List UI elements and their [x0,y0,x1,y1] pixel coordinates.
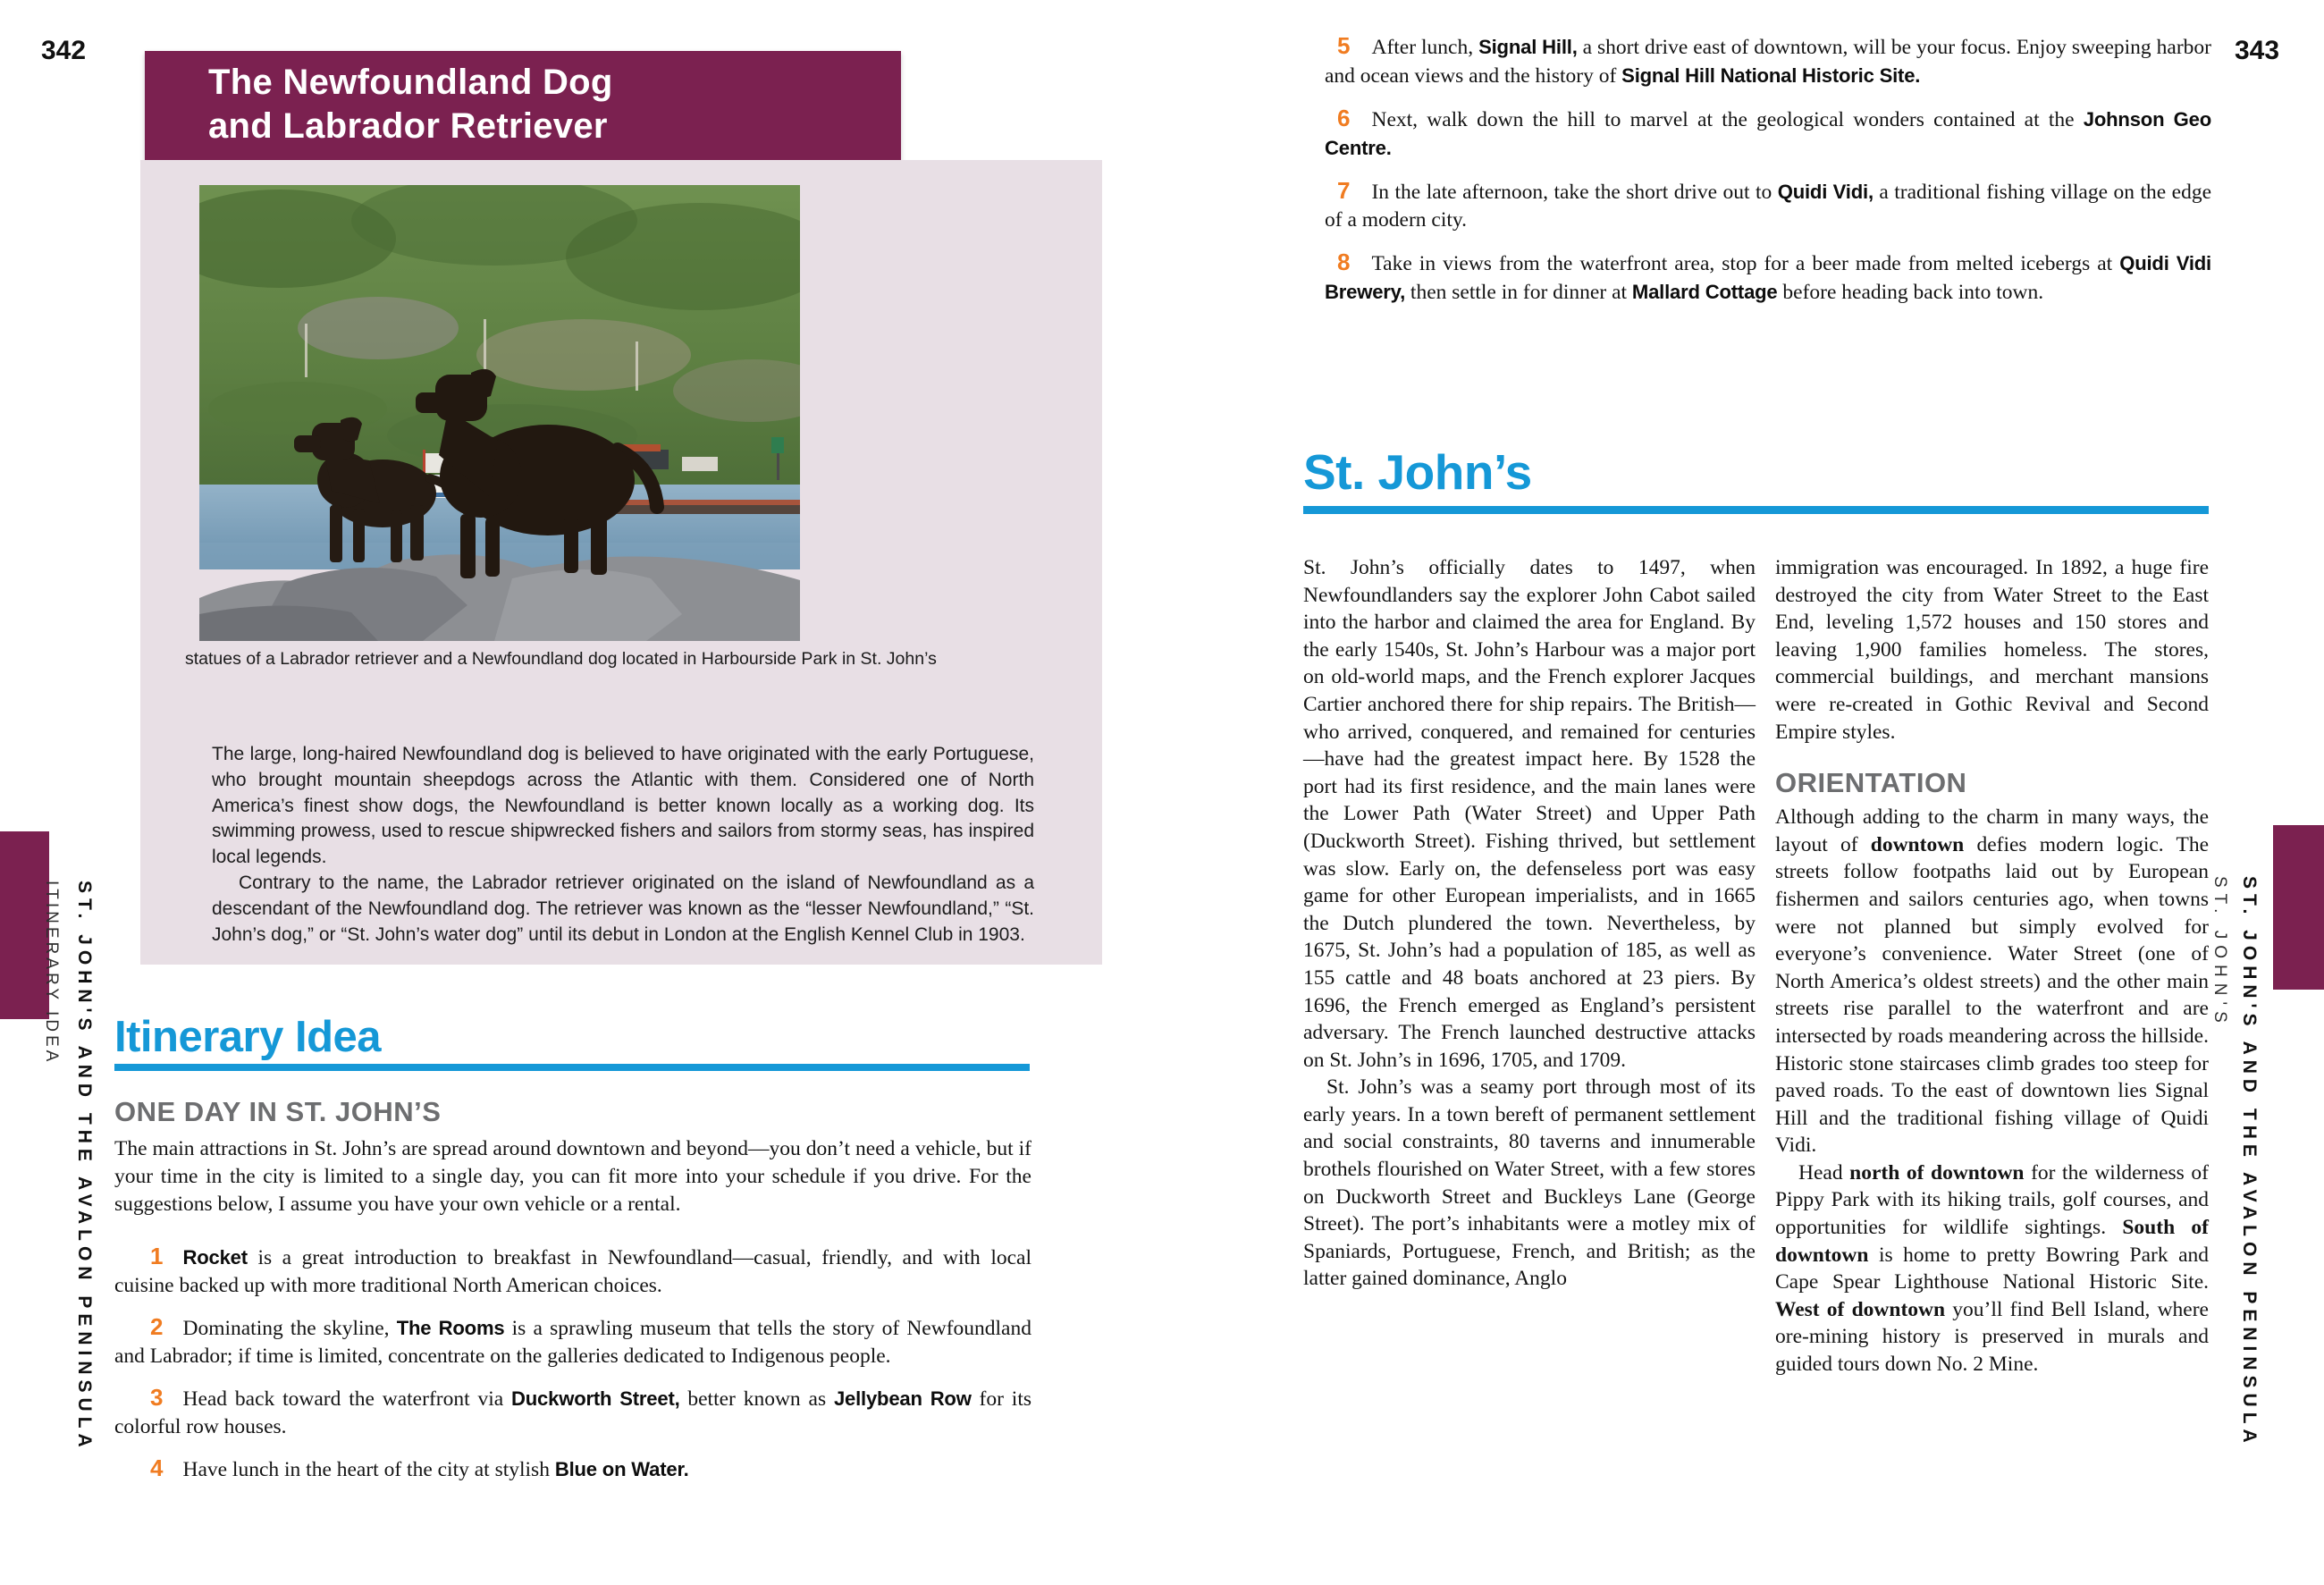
body-column-2 [1775,554,2209,1378]
photo-caption: statues of a Labrador retriever and a Newfoundland dog located in Harbourside Park in St. John’s [185,649,937,669]
itinerary-item-6 [1325,105,2211,163]
item-text: Head back toward the waterfront via Duckworth Street, better known as Jellybean Row for its colorful row houses. [114,1387,1031,1438]
item-number: 5 [1337,32,1351,59]
st-johns-heading: St. John’s [1303,444,1532,500]
page-number-right: 343 [2235,36,2280,65]
sidebar-section-right: ST. JOHN'S [2210,876,2229,1029]
item-number: 8 [1337,249,1351,275]
itinerary-items-5-8 [1325,32,2211,321]
item-number: 3 [150,1384,164,1411]
feature-paragraph: Contrary to the name, the Labrador retriever originated on the island of Newfoundland as a descendant of the Newfoundland dog. The retriever was known as the “lesser Newfoundland,” “St. John’s dog,” or “St. John’s water dog” until its debut in London at the English Kennel Club in 1903. [212,872,1034,945]
item-text: Have lunch in the heart of the city at stylish Blue on Water. [182,1458,689,1481]
itinerary-idea-heading: Itinerary Idea [114,1013,382,1061]
itinerary-item-8 [1325,249,2211,307]
itinerary-item-7 [1325,177,2211,234]
item-text: Rocket is a great introduction to breakfast in Newfoundland—casual, friendly, and with local cuisine backed up with more traditional North American choices. [114,1246,1031,1297]
chapter-tab-right [2273,825,2324,990]
item-text: Take in views from the waterfront area, stop for a beer made from melted icebergs at Quidi Vidi Brewery, then settle in for dinner at Mallard Cottage before heading back into town. [1325,252,2211,304]
feature-title-line1: The Newfoundland Dog [208,63,613,102]
item-number: 6 [1337,105,1351,131]
item-text: In the late afternoon, take the short drive out to Quidi Vidi, a traditional fishing village on the edge of a modern city. [1325,181,2211,232]
body-column-1 [1303,554,1756,1378]
dog-statues-photo [199,185,800,641]
item-text: Next, walk down the hill to marvel at the geological wonders contained at the Johnson Geo Centre. [1325,108,2211,159]
item-number: 4 [150,1454,164,1481]
itinerary-item-4 [114,1454,1031,1484]
sidebar-section-left: ITINERARY IDEA [42,881,61,1066]
st-johns-body [1303,554,2209,1378]
itinerary-item-2 [114,1313,1031,1370]
item-number: 7 [1337,177,1351,204]
feature-paragraph: The large, long-haired Newfoundland dog is believed to have originated with the early Portuguese, who brought mountain sheepdogs across the Atlantic with them. Considered one of North America’s finest show dogs, the Newfoundland is better known locally as a working dog. Its swimming prowess, used to rescue shipwrecked fishers and sailors from stormy seas, has inspired local legends. [212,744,1034,868]
page-number-left: 342 [41,36,87,65]
st-johns-heading-rule [1303,506,2209,514]
itinerary-item-5 [1325,32,2211,90]
orientation-subheading: ORIENTATION [1775,767,1967,799]
itinerary-item-1 [114,1243,1031,1300]
item-text: After lunch, Signal Hill, a short drive east of downtown, will be your focus. Enjoy sweeping harbor and ocean views and the history of Signal Hill National Historic Site. [1325,36,2211,88]
body-paragraph: St. John’s was a seamy port through most of its early years. In a town bereft of permanent settlement and social constraints, 80 taverns and innumerable brothels flourished on Water Street, with a few stores on Duckworth Street and Buckleys Lane (George Street). The port’s inhabitants were a motley mix of Spaniards, Portuguese, French, and British; as the latter gained dominance, Anglo [1303,1075,1756,1291]
item-text: Dominating the skyline, The Rooms is a sprawling museum that tells the story of Newfoundland and Labrador; if time is limited, concentrate on the galleries dedicated to Indigenous people. [114,1317,1031,1368]
feature-box-text [212,742,1034,948]
sidebar-chapter-left: ST. JOHN'S AND THE AVALON PENINSULA [74,881,95,1453]
itinerary-heading-rule [114,1064,1030,1071]
item-number: 2 [150,1313,164,1340]
itinerary-items-1-4 [114,1243,1031,1497]
one-day-subheading: ONE DAY IN ST. JOHN’S [114,1096,442,1127]
body-paragraph: St. John’s officially dates to 1497, when Newfoundlanders say the explorer John Cabot sailed into the harbor and claimed the area for England. By the early 1540s, St. John’s Harbour was a major port on old-world maps, and the French explorer Jacques Cartier anchored there for ship repairs. The British—who arrived, conquered, and remained for centuries—have had the greatest impact here. By 1528 the port had its first residence, and the main lanes were the Lower Path (Water Street) and Upper Path (Duckworth Street). Fishing thrived, but settlement was slow. Early on, the defenseless port was easy game for other European imperialists, and in 1665 the Dutch plundered the town. Nevertheless, by 1675, St. John’s had a population of 185, as well as 155 cattle and 48 boats anchored at 23 piers. By 1696, the French emerged as England’s persistent adversary. The French launched destructive attacks on St. John’s in 1696, 1705, and 1709. [1303,556,1756,1072]
feature-box-title [145,51,901,160]
feature-title-line2: and Labrador Retriever [208,106,608,146]
feature-box-panel [140,160,1102,965]
sidebar-chapter-right: ST. JOHN'S AND THE AVALON PENINSULA [2239,876,2260,1448]
body-paragraph: immigration was encouraged. In 1892, a huge fire destroyed the city from Water Street to the East End, leveling 1,572 houses and 150 stores and leaving 1,900 families homeless. The stores, commercial buildings, and merchant mansions were re-created in Gothic Revival and Second Empire styles. [1775,556,2209,744]
itinerary-item-3 [114,1384,1031,1441]
item-number: 1 [150,1243,164,1269]
body-paragraph: Head north of downtown for the wilderness of Pippy Park with its hiking trails, golf courses, and opportunities for wildlife sightings. South of downtown is home to pretty Bowring Park and Cape Spear Lighthouse National Historic Site. West of downtown you’ll find Bell Island, where ore-mining history is preserved in murals and guided tours down No. 2 Mine. [1775,1160,2209,1377]
itinerary-intro: The main attractions in St. John’s are spread around downtown and beyond—you don’t need a vehicle, but if your time in the city is limited to a single day, you can fit more into your schedule if you drive. For the suggestions below, I assume you have your own vehicle or a rental. [114,1137,1031,1216]
body-paragraph: Although adding to the charm in many ways, the layout of downtown defies modern logic. The streets follow footpaths laid out by European fishermen and sailors centuries ago, when towns were not planned but simply evolved for everyone’s convenience. Water Street (one of North America’s oldest streets) and the other main streets rise parallel to the waterfront and are intersected by roads meandering across the hillside. Historic stone staircases climb grades too steep for paved roads. To the east of downtown lies Signal Hill and the traditional fishing village of Quidi Vidi. [1775,805,2209,1158]
